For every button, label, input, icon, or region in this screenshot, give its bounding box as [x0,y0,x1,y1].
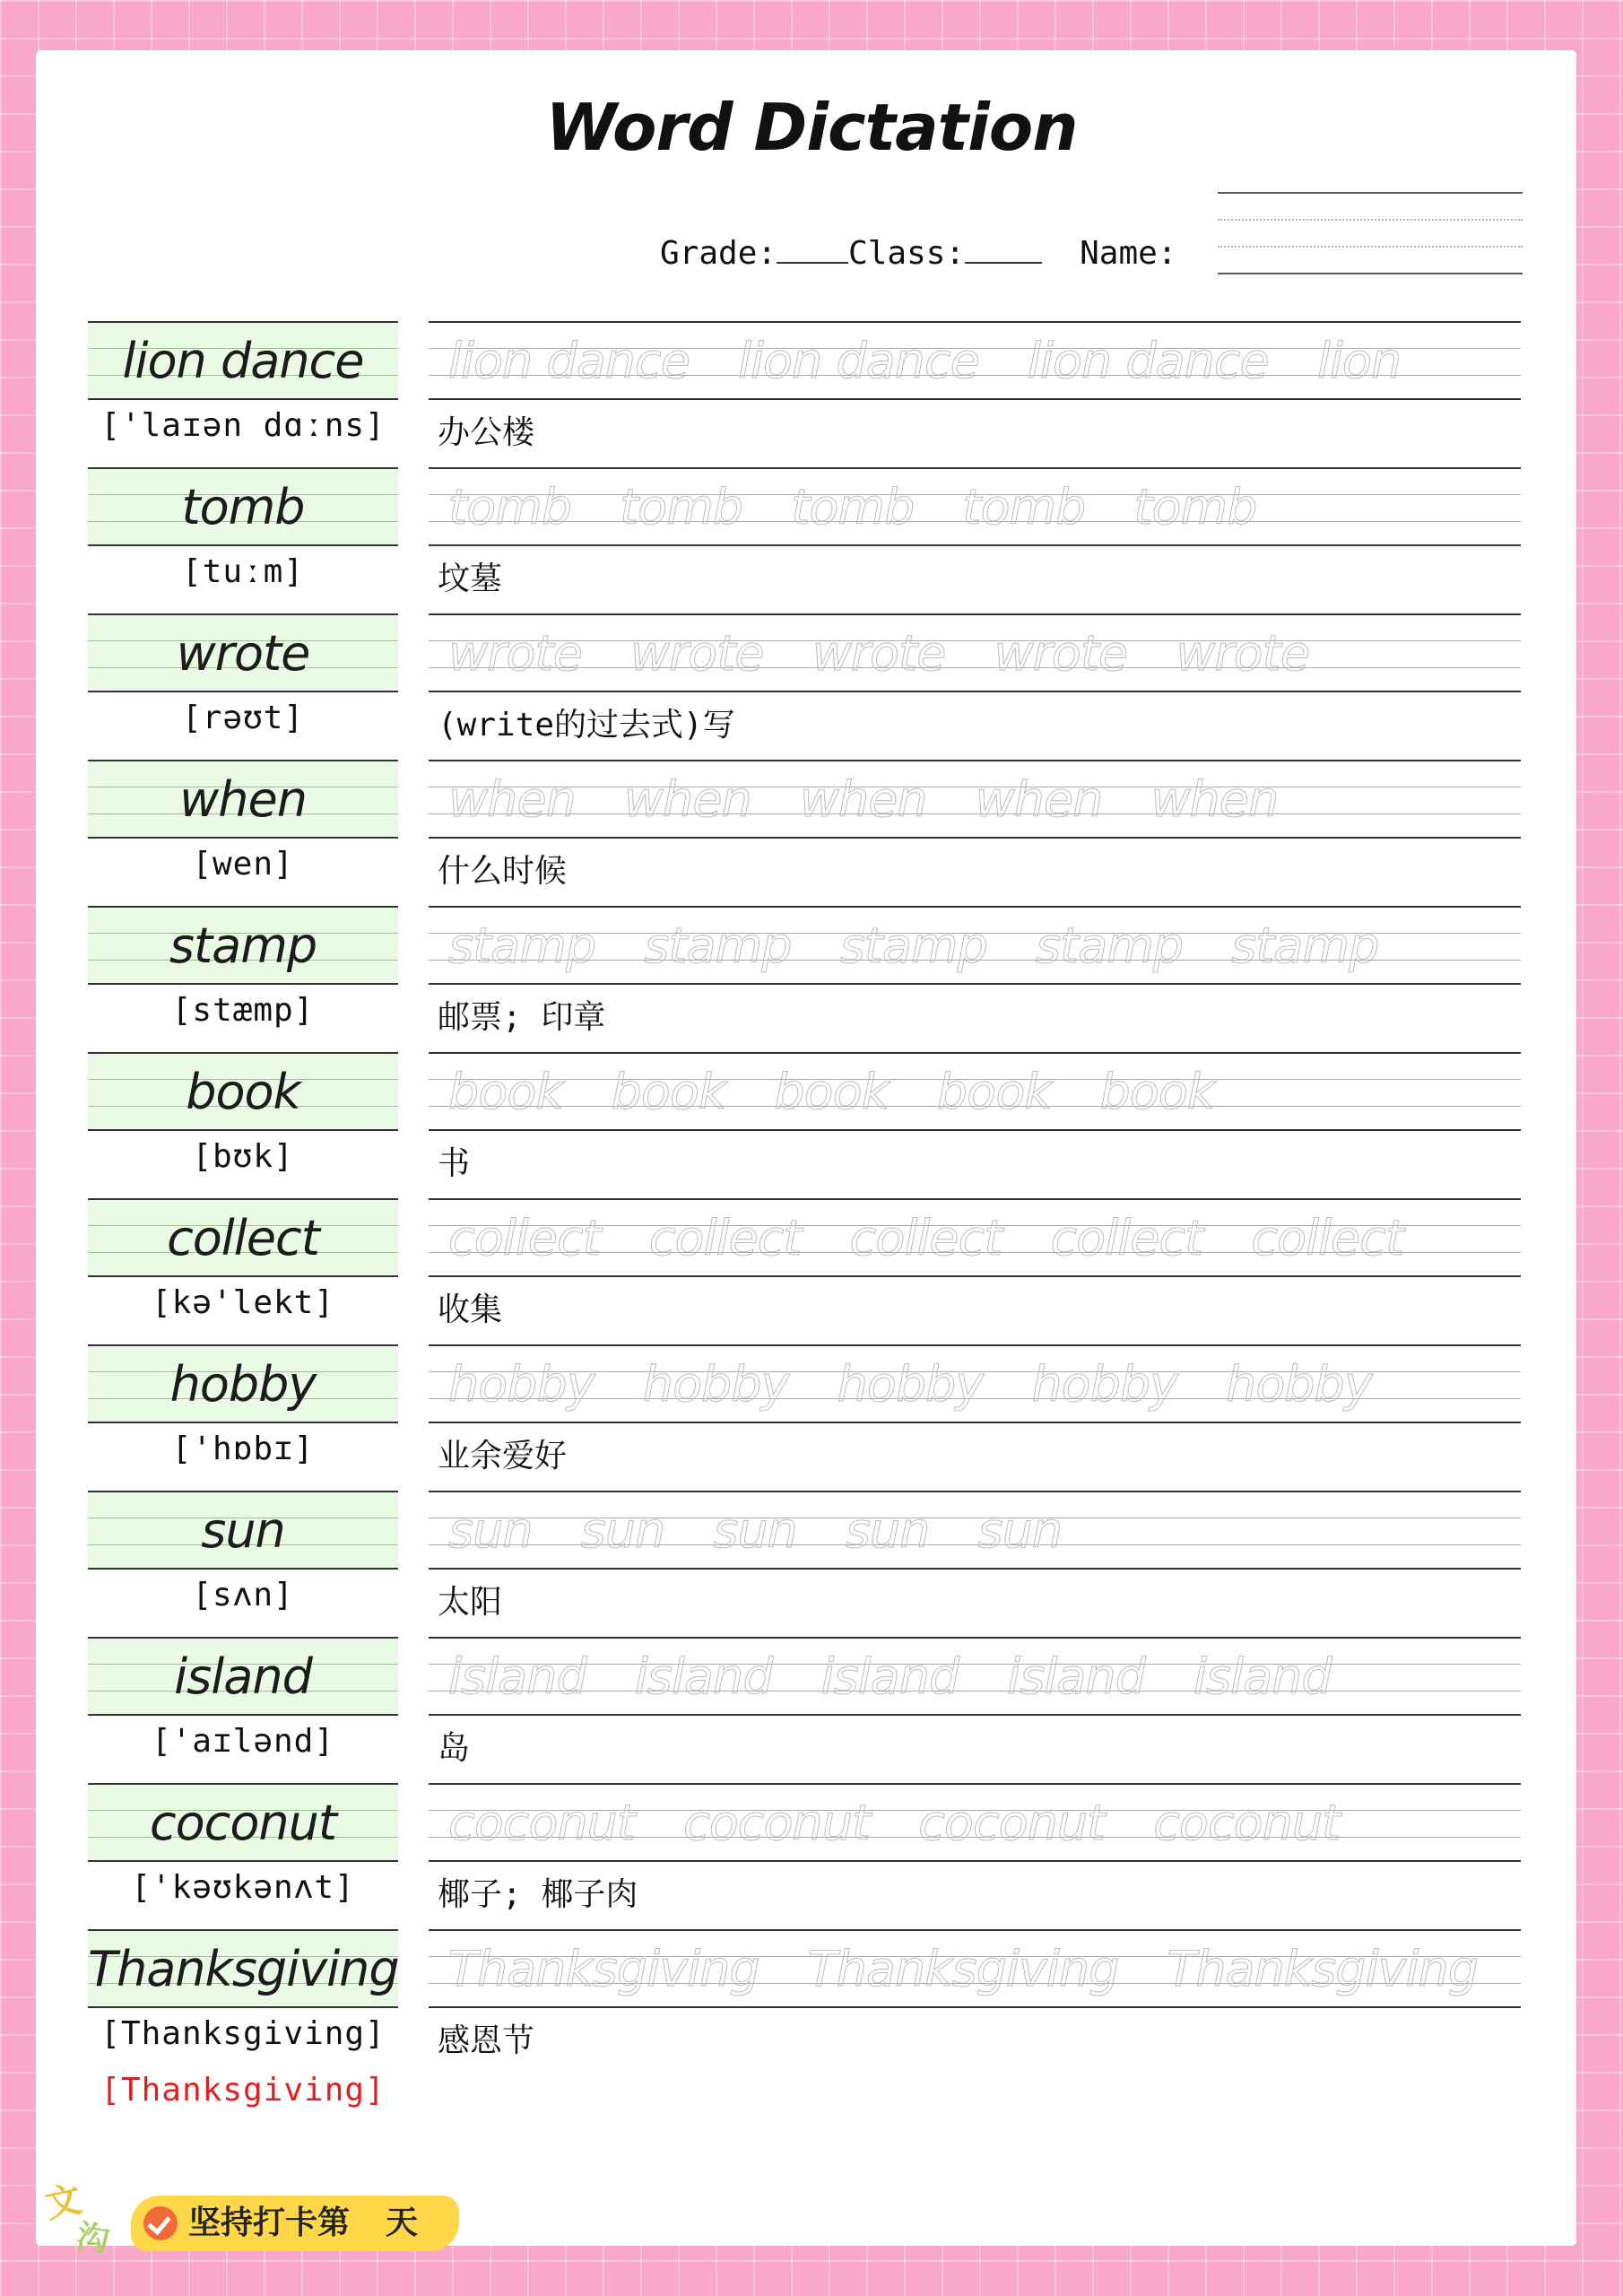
meaning: 收集 [438,1292,503,1328]
trace-word: stamp [448,918,596,974]
trace-word: collect [1050,1210,1203,1266]
trace-word: Thanksgiving [448,1941,759,1997]
phonetic: [rəʊt] [181,700,305,736]
phonetic: [sʌn] [192,1577,294,1613]
trace-word: coconut [918,1795,1106,1851]
word-entry [0,1198,1623,1344]
meaning: 办公楼 [438,414,535,451]
phonetic: [Thanksgiving] [100,2015,386,2052]
meaning: 椰子; 椰子肉 [438,1876,638,1913]
trace-word: when [623,771,751,828]
meaning: 坟墓 [438,561,503,597]
trace-word: when [1150,771,1279,828]
trace-word: stamp [839,918,987,974]
extra-phonetic: [Thanksgiving] [100,2072,386,2109]
trace-word: hobby [1031,1356,1178,1413]
trace-word: tomb [1133,479,1257,535]
word-text: lion dance [122,333,364,389]
trace-word: collect [1251,1210,1404,1266]
trace-word: sun [580,1502,665,1559]
word-text: when [179,771,307,828]
trace-words [448,1054,1515,1131]
trace-words [448,1346,1515,1423]
trace-word: sun [448,1502,533,1559]
phonetic: [wen] [192,846,294,883]
word-entry [0,321,1623,467]
trace-word: island [1193,1648,1332,1705]
trace-word: book [936,1064,1052,1120]
word-text: Thanksgiving [88,1941,399,1997]
trace-words [448,323,1515,400]
word-text: island [174,1648,312,1705]
trace-word: lion dance [737,333,979,389]
word-text: hobby [169,1356,317,1413]
brand-logo [41,2174,126,2264]
word-text: wrote [176,625,310,682]
trace-word: when [799,771,927,828]
phonetic: [kə'lekt] [151,1284,335,1321]
trace-word: stamp [1231,918,1379,974]
checkin-badge [131,2196,459,2251]
word-text: tomb [181,479,305,535]
word-list [0,321,1623,2075]
class-label: Class: [848,235,966,272]
trace-word: island [634,1648,773,1705]
trace-word: Thanksgiving [1167,1941,1479,1997]
trace-word: wrote [1176,625,1310,682]
trace-word: collect [849,1210,1002,1266]
trace-word: wrote [629,625,764,682]
trace-words [448,761,1515,839]
trace-word: island [448,1648,586,1705]
phonetic: ['hɒbɪ] [171,1431,315,1467]
trace-word: sun [977,1502,1062,1559]
checkin-suffix: 天 [386,2205,419,2241]
word-entry [0,1637,1623,1783]
trace-word: book [774,1064,889,1120]
trace-word: sun [713,1502,797,1559]
trace-word: island [820,1648,959,1705]
word-entry [0,760,1623,906]
phonetic: ['kəʊkənʌt] [131,1869,355,1906]
word-entry [0,1783,1623,1929]
word-entry [0,1929,1623,2075]
phonetic: ['laɪən dɑːns] [100,407,386,444]
trace-word: coconut [448,1795,636,1851]
word-text: coconut [149,1795,337,1851]
grade-label: Grade: [660,235,777,272]
trace-word: stamp [644,918,792,974]
phonetic: ['aɪlənd] [151,1723,335,1760]
page-title: Word Dictation [545,90,1078,165]
word-entry [0,613,1623,760]
trace-word: wrote [812,625,946,682]
trace-word: lion dance [448,333,690,389]
trace-word: collect [648,1210,802,1266]
trace-words [448,469,1515,546]
phonetic: [bʊk] [192,1138,294,1175]
trace-word: sun [845,1502,930,1559]
student-info [660,235,1176,272]
logo-char: 文 [41,2179,86,2227]
meaning: 太阳 [438,1584,503,1621]
class-blank[interactable] [965,235,1042,264]
meaning: (write的过去式)写 [438,707,735,744]
trace-word: book [448,1064,563,1120]
word-entry [0,906,1623,1052]
phonetic: [stæmp] [171,992,315,1029]
trace-word: Thanksgiving [807,1941,1119,1997]
trace-words [448,1200,1515,1277]
meaning: 什么时候 [438,853,568,890]
trace-words [448,1785,1515,1862]
trace-words [448,1492,1515,1570]
word-entry [0,1491,1623,1637]
word-text: book [186,1064,300,1120]
trace-word: hobby [837,1356,984,1413]
phonetic: [tuːm] [181,553,305,590]
meaning: 岛 [438,1730,471,1767]
trace-word: tomb [791,479,915,535]
word-text: stamp [169,918,317,974]
trace-word: book [1099,1064,1215,1120]
trace-word: tomb [448,479,572,535]
trace-word: lion dance [1027,333,1269,389]
trace-word: stamp [1035,918,1184,974]
word-entry [0,1344,1623,1491]
trace-word: hobby [1226,1356,1372,1413]
trace-word: hobby [448,1356,595,1413]
word-text: sun [201,1502,285,1559]
trace-word: collect [448,1210,601,1266]
grade-blank[interactable] [777,235,848,264]
meaning: 业余爱好 [438,1438,568,1474]
meaning: 书 [438,1145,471,1182]
trace-words [448,1639,1515,1716]
trace-word: wrote [448,625,582,682]
name-label: Name: [1080,235,1177,272]
check-circle-icon [143,2206,178,2240]
trace-word: island [1007,1648,1145,1705]
trace-words [448,615,1515,692]
trace-word: hobby [642,1356,789,1413]
checkin-prefix: 坚持打卡第 [188,2205,351,2241]
trace-words [448,1931,1515,2008]
trace-word: wrote [994,625,1128,682]
trace-word: tomb [620,479,743,535]
trace-word: coconut [1153,1795,1341,1851]
trace-words [448,908,1515,985]
meaning: 邮票; 印章 [438,999,606,1036]
trace-word: tomb [962,479,1086,535]
trace-word: book [611,1064,726,1120]
trace-word: lion [1316,333,1402,389]
logo-char: 沟 [74,2218,112,2260]
trace-word: when [975,771,1103,828]
word-entry [0,1052,1623,1198]
trace-word: when [448,771,576,828]
meaning: 感恩节 [438,2022,535,2059]
word-entry [0,467,1623,613]
word-text: collect [167,1210,319,1266]
trace-word: coconut [683,1795,871,1851]
